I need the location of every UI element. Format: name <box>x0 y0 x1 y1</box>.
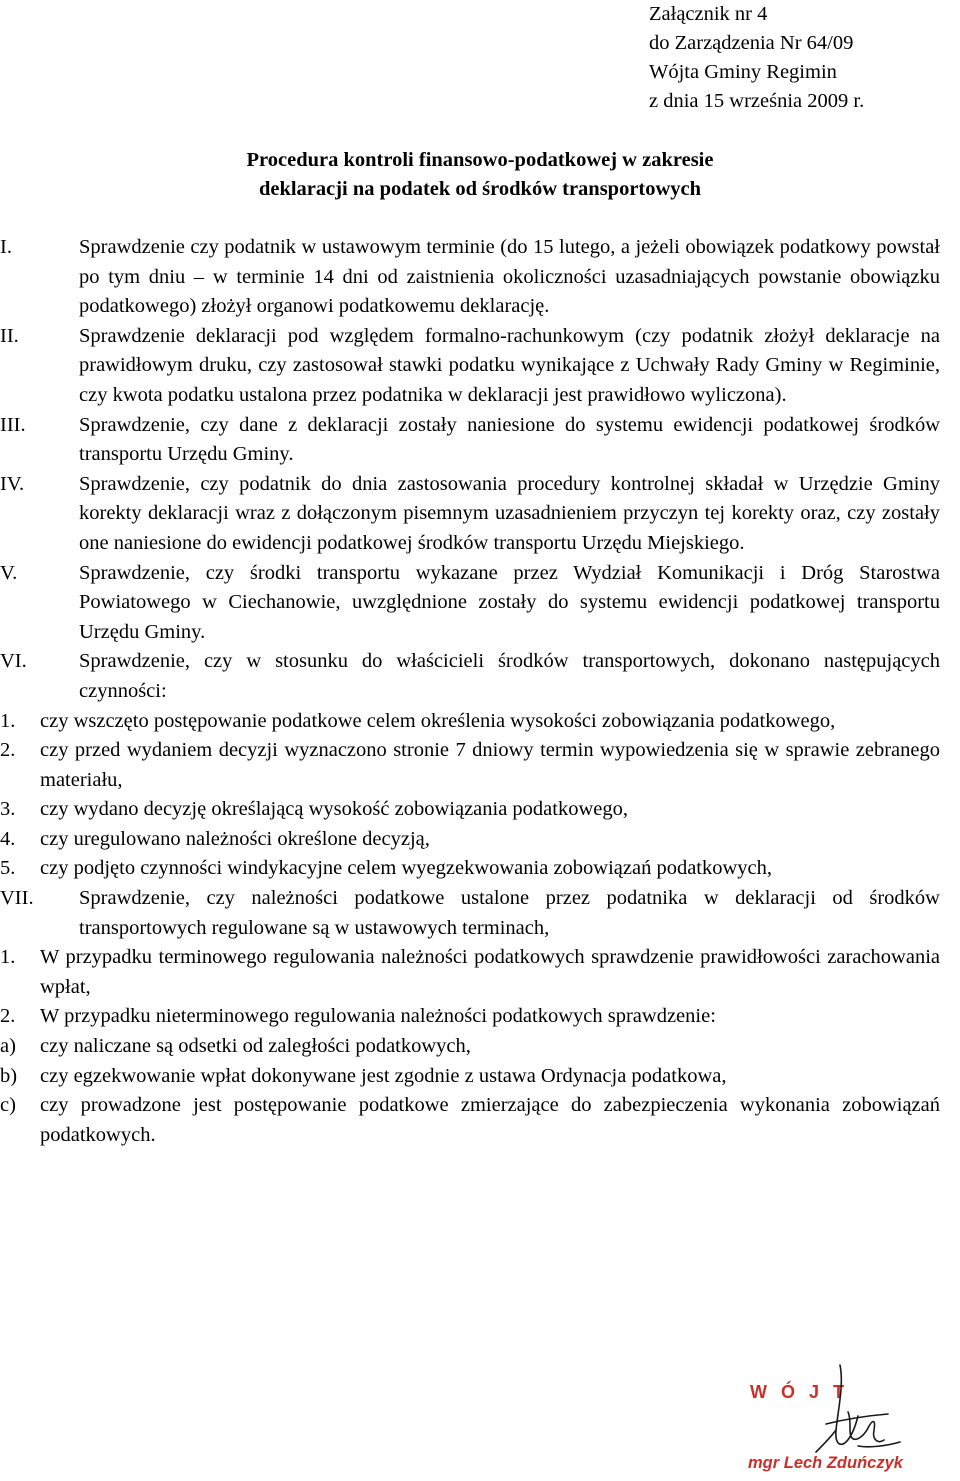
subitem-text: czy wydano decyzję określającą wysokość zobowiązania podatkowego, <box>40 798 629 821</box>
section-text: Sprawdzenie deklaracji pod względem formalno-rachunkowym (czy podatnik złożył deklaracje na prawidłowym druku, czy zastosował stawki podatku wynikające z Uchwały Rady Gminy w Regiminie, czy kwota podatku ustalona przez podatnika w deklaracji jest prawidłowo wyliczona). <box>79 324 940 406</box>
signature-scribble <box>816 1365 900 1452</box>
subitem-number: 1. <box>0 946 16 969</box>
subitem-number: 2. <box>0 739 16 762</box>
section-text: Sprawdzenie, czy w stosunku do właścicieli środków transportowych, dokonano następujących czynności: <box>79 650 940 702</box>
subitem-text: W przypadku nieterminowego regulowania należności podatkowych sprawdzenie: <box>40 1005 716 1028</box>
section-text: Sprawdzenie, czy podatnik do dnia zastosowania procedury kontrolnej składał w Urzędzie Gminy korekty deklaracji wraz z dołączonym pisemnym uzasadnieniem przyczyn tej korekty oraz, czy zostały one naniesione do ewidencji podatkowej środków transportu Urzędu Miejskiego. <box>79 472 940 554</box>
subitem-text: W przypadku terminowego regulowania należności podatkowych sprawdzenie prawidłowości zarachowania wpłat, <box>40 946 940 998</box>
annex-header <box>649 0 864 116</box>
section-4 <box>0 470 940 559</box>
subitem-vi-5 <box>0 854 940 884</box>
annex-line-2: do Zarządzenia Nr 64/09 <box>649 32 854 54</box>
subitem-vi-2 <box>0 736 940 795</box>
letter-marker: b) <box>0 1064 18 1087</box>
letter-item-a <box>0 1032 940 1062</box>
annex-line-1: Załącznik nr 4 <box>649 3 768 25</box>
subitem-vii-2 <box>0 1002 940 1032</box>
official-stamp-signature <box>740 1350 955 1481</box>
document-title <box>120 146 840 204</box>
letter-text: czy prowadzone jest postępowanie podatkowe zmierzające do zabezpieczenia wykonania zobowiązań podatkowych. <box>40 1094 940 1146</box>
subitem-number: 3. <box>0 798 16 821</box>
procedure-list <box>0 233 940 1150</box>
annex-line-3: Wójta Gminy Regimin <box>649 61 837 83</box>
section-text: Sprawdzenie, czy dane z deklaracji zostały naniesione do systemu ewidencji podatkowej środków transportu Urzędu Gminy. <box>79 413 940 466</box>
subitem-vi-4 <box>0 825 940 855</box>
subitem-vi-3 <box>0 795 940 825</box>
letter-text: czy naliczane są odsetki od zaległości podatkowych, <box>40 1035 471 1058</box>
letter-item-b <box>0 1062 940 1092</box>
section-1 <box>0 233 940 322</box>
title-line-1: Procedura kontroli finansowo-podatkowej w zakresie <box>246 149 714 171</box>
letter-marker: a) <box>0 1035 16 1058</box>
subitem-text: czy podjęto czynności windykacyjne celem wyegzekwowania zobowiązań podatkowych, <box>40 857 773 880</box>
annex-line-4: z dnia 15 września 2009 r. <box>649 90 865 112</box>
stamp-ink <box>748 1381 904 1472</box>
section-number: VI. <box>0 650 27 673</box>
section-text: Sprawdzenie czy podatnik w ustawowym terminie (do 15 lutego, a jeżeli obowiązek podatkowy powstał po tym dniu – w terminie 14 dni od zaistnienia okoliczności uzasadniających powstanie obowiązku podatkowego) złożył organowi podatkowemu deklarację. <box>79 236 940 318</box>
section-number: II. <box>0 324 19 347</box>
section-2 <box>0 322 940 411</box>
section-5 <box>0 559 940 648</box>
section-6 <box>0 647 940 706</box>
subitem-number: 1. <box>0 709 16 732</box>
letter-item-c <box>0 1091 940 1150</box>
subitem-vi-1 <box>0 707 940 737</box>
subitem-text: czy uregulowano należności określone decyzją, <box>40 827 430 850</box>
section-text: Sprawdzenie, czy środki transportu wykazane przez Wydział Komunikacji i Dróg Starostwa Powiatowego w Ciechanowie, uwzględnione zostały do systemu ewidencji podatkowej transportu Urzędu Gminy. <box>79 561 940 643</box>
section-7 <box>0 884 940 943</box>
section-number: I. <box>0 236 12 258</box>
section-number: III. <box>0 413 26 436</box>
section-text: Sprawdzenie, czy należności podatkowe ustalone przez podatnika w deklaracji od środków transportowych regulowane są w ustawowych terminach, <box>79 887 940 939</box>
letter-marker: c) <box>0 1094 16 1117</box>
section-number: V. <box>0 561 18 584</box>
stamp-title: WÓJT <box>750 1382 858 1402</box>
subitem-text: czy przed wydaniem decyzji wyznaczono stronie 7 dniowy termin wypowiedzenia się w sprawie zebranego materiału, <box>40 739 940 791</box>
section-3 <box>0 411 940 470</box>
section-number: IV. <box>0 472 25 495</box>
subitem-number: 5. <box>0 857 16 880</box>
letter-text: czy egzekwowanie wpłat dokonywane jest zgodnie z ustawa Ordynacja podatkowa, <box>40 1064 727 1087</box>
subitem-vii-1 <box>0 943 940 1002</box>
section-number: VII. <box>0 887 34 910</box>
subitem-number: 2. <box>0 1005 16 1028</box>
subitem-number: 4. <box>0 827 16 850</box>
title-line-2: deklaracji na podatek od środków transportowych <box>258 178 702 200</box>
stamp-name: mgr Lech Zduńczyk <box>748 1454 903 1472</box>
subitem-text: czy wszczęto postępowanie podatkowe celem określenia wysokości zobowiązania podatkowego, <box>40 709 836 732</box>
